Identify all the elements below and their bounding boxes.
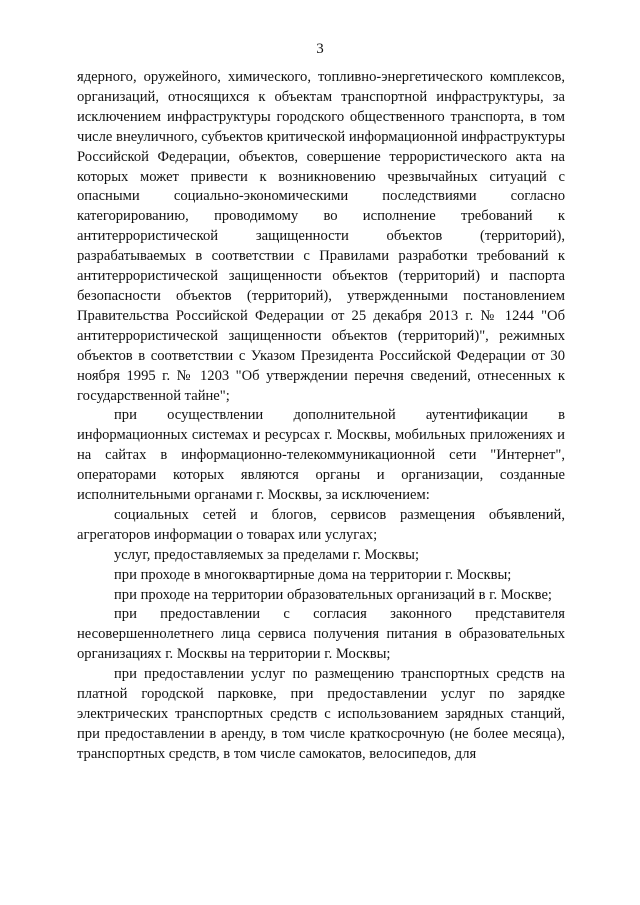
page-number: 3: [316, 41, 324, 57]
document-body: [77, 68, 565, 765]
paragraph-5: при проходе в многоквартирные дома на территории г. Москвы;: [114, 566, 512, 583]
paragraph-2: при осуществлении дополнительной аутентификации в информационных системах и ресурсах г. Москвы, мобильных приложениях и на сайтах в информационно-телекоммуникационной сети "Интернет", операторами которых являются органы и организации, созданные исполнительными органами г. Москвы, за исключением:: [77, 407, 565, 504]
paragraph-1: ядерного, оружейного, химического, топливно-энергетического комплексов, организаций, относящихся к объектам транспортной инфраструктуры, за исключением инфраструктуры городского общественного транспорта, в том числе внеуличного, субъектов критической информационной инфраструктуры Российской Федерации, объектов, совершение террористического акта на которых может привести к возникновению чрезвычайных ситуаций с опасными социально-экономическими последствиями согласно категорированию, проводимому во исполнение требований к антитеррористической защищенности объектов (территорий), разрабатываемых в соответствии с Правилами разработки требований к антитеррористической защищенности объектов (территорий) и паспорта безопасности объектов (территорий), утвержденными постановлением Правительства Российской Федерации от 25 декабря 2013 г. № 1244 "Об антитеррористической защищенности объектов (территорий)", режимных объектов в соответствии с Указом Президента Российской Федерации от 30 ноября 1995 г. № 1203 "Об утверждении перечня сведений, отнесенных к государственной тайне";: [77, 69, 565, 404]
paragraph-3: социальных сетей и блогов, сервисов размещения объявлений, агрегаторов информации о товарах или услугах;: [77, 506, 565, 543]
paragraph-7: при предоставлении с согласия законного представителя несовершеннолетнего лица сервиса получения питания в образовательных организациях г. Москвы на территории г. Москвы;: [77, 606, 565, 663]
paragraph-8: при предоставлении услуг по размещению транспортных средств на платной городской парковке, при предоставлении услуг по зарядке электрических транспортных средств с использованием зарядных станций, при предоставлении в аренду, в том числе краткосрочную (не более месяца), транспортных средств, в том числе самокатов, велосипедов, для: [77, 666, 565, 762]
paragraph-6: при проходе на территории образовательных организаций в г. Москве;: [114, 586, 552, 603]
paragraph-4: услуг, предоставляемых за пределами г. Москвы;: [114, 546, 419, 563]
